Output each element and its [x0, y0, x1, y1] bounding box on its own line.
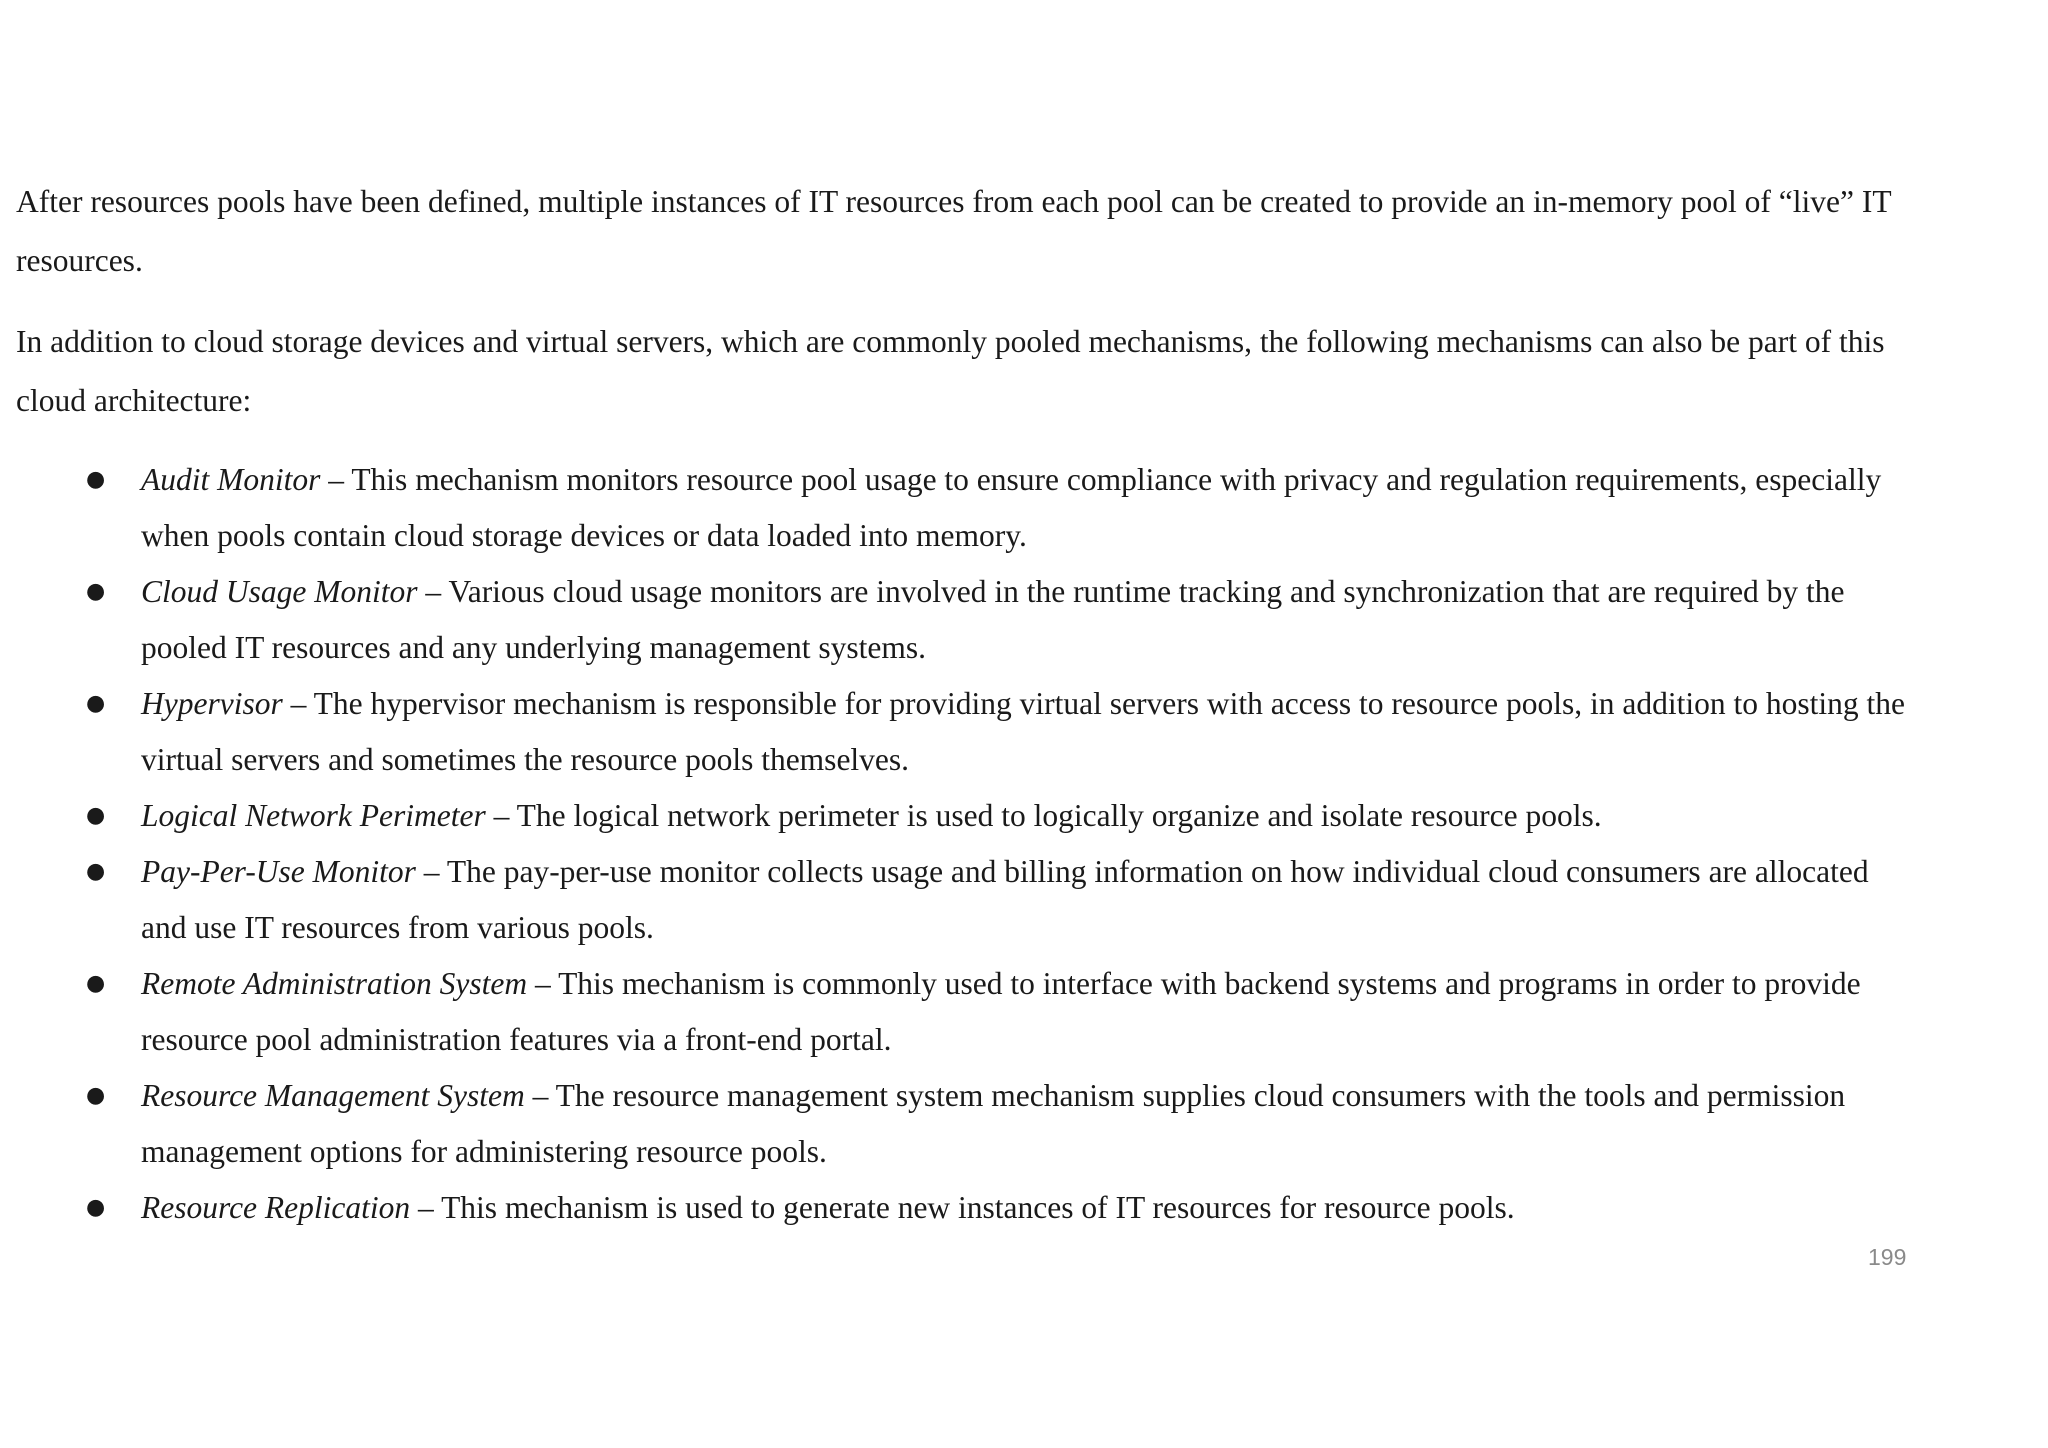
- list-item: [16, 1068, 1956, 1180]
- mechanism-term: Audit Monitor: [141, 462, 321, 497]
- mechanism-description: The resource management system mechanism supplies cloud consumers with the tools and permission management options for administering resource pools.: [141, 1078, 1846, 1169]
- intro-paragraph: After resources pools have been defined, multiple instances of IT resources from each pool can be created to provide an in-memory pool of “live” IT resources.: [16, 184, 1892, 278]
- mechanism-term: Resource Replication: [141, 1190, 411, 1225]
- mechanisms-lead-paragraph: In addition to cloud storage devices and virtual servers, which are commonly pooled mechanisms, the following mechanisms can also be part of this cloud architecture:: [16, 324, 1885, 418]
- bullet-icon: ●: [86, 691, 106, 716]
- bullet-icon: ●: [86, 1083, 106, 1108]
- mechanism-description: The hypervisor mechanism is responsible for providing virtual servers with access to resource pools, in addition to hosting the virtual servers and sometimes the resource pools themselves.: [141, 686, 1905, 777]
- mechanism-list: [16, 452, 1956, 1236]
- mechanism-term: Hypervisor: [141, 686, 283, 721]
- mechanism-description: This mechanism is commonly used to interface with backend systems and programs in order to provide resource pool administration features via a front-end portal.: [141, 966, 1861, 1057]
- bullet-icon: ●: [86, 803, 106, 828]
- list-item: [16, 844, 1956, 956]
- mechanism-description: This mechanism monitors resource pool usage to ensure compliance with privacy and regulation requirements, especially when pools contain cloud storage devices or data loaded into memory.: [141, 462, 1882, 553]
- dash-separator: –: [290, 686, 314, 721]
- bullet-icon: ●: [86, 467, 106, 492]
- dash-separator: –: [418, 1190, 442, 1225]
- mechanism-term: Remote Administration System: [141, 966, 528, 1001]
- dash-separator: –: [493, 798, 517, 833]
- page-number: 199: [1868, 1244, 1907, 1270]
- dash-separator: –: [532, 1078, 556, 1113]
- dash-separator: –: [535, 966, 559, 1001]
- mechanism-description: This mechanism is used to generate new instances of IT resources for resource pools.: [441, 1190, 1515, 1225]
- mechanism-description: The logical network perimeter is used to logically organize and isolate resource pools.: [516, 798, 1602, 833]
- bullet-icon: ●: [86, 1195, 106, 1220]
- document-body: [16, 172, 1956, 1236]
- list-item: [16, 676, 1956, 788]
- mechanism-term: Pay-Per-Use Monitor: [141, 854, 416, 889]
- dash-separator: –: [423, 854, 447, 889]
- list-item: [16, 956, 1956, 1068]
- mechanism-description: Various cloud usage monitors are involved in the runtime tracking and synchronization that are required by the pooled IT resources and any underlying management systems.: [141, 574, 1845, 665]
- mechanism-term: Cloud Usage Monitor: [141, 574, 418, 609]
- bullet-icon: ●: [86, 971, 106, 996]
- dash-separator: –: [328, 462, 352, 497]
- mechanism-term: Resource Management System: [141, 1078, 525, 1113]
- list-item: [16, 564, 1956, 676]
- mechanism-term: Logical Network Perimeter: [141, 798, 486, 833]
- list-item: [16, 1180, 1956, 1236]
- mechanism-description: The pay-per-use monitor collects usage and billing information on how individual cloud consumers are allocated and use IT resources from various pools.: [141, 854, 1869, 945]
- dash-separator: –: [425, 574, 449, 609]
- list-item: [16, 788, 1956, 844]
- bullet-icon: ●: [86, 859, 106, 884]
- bullet-icon: ●: [86, 579, 106, 604]
- list-item: [16, 452, 1956, 564]
